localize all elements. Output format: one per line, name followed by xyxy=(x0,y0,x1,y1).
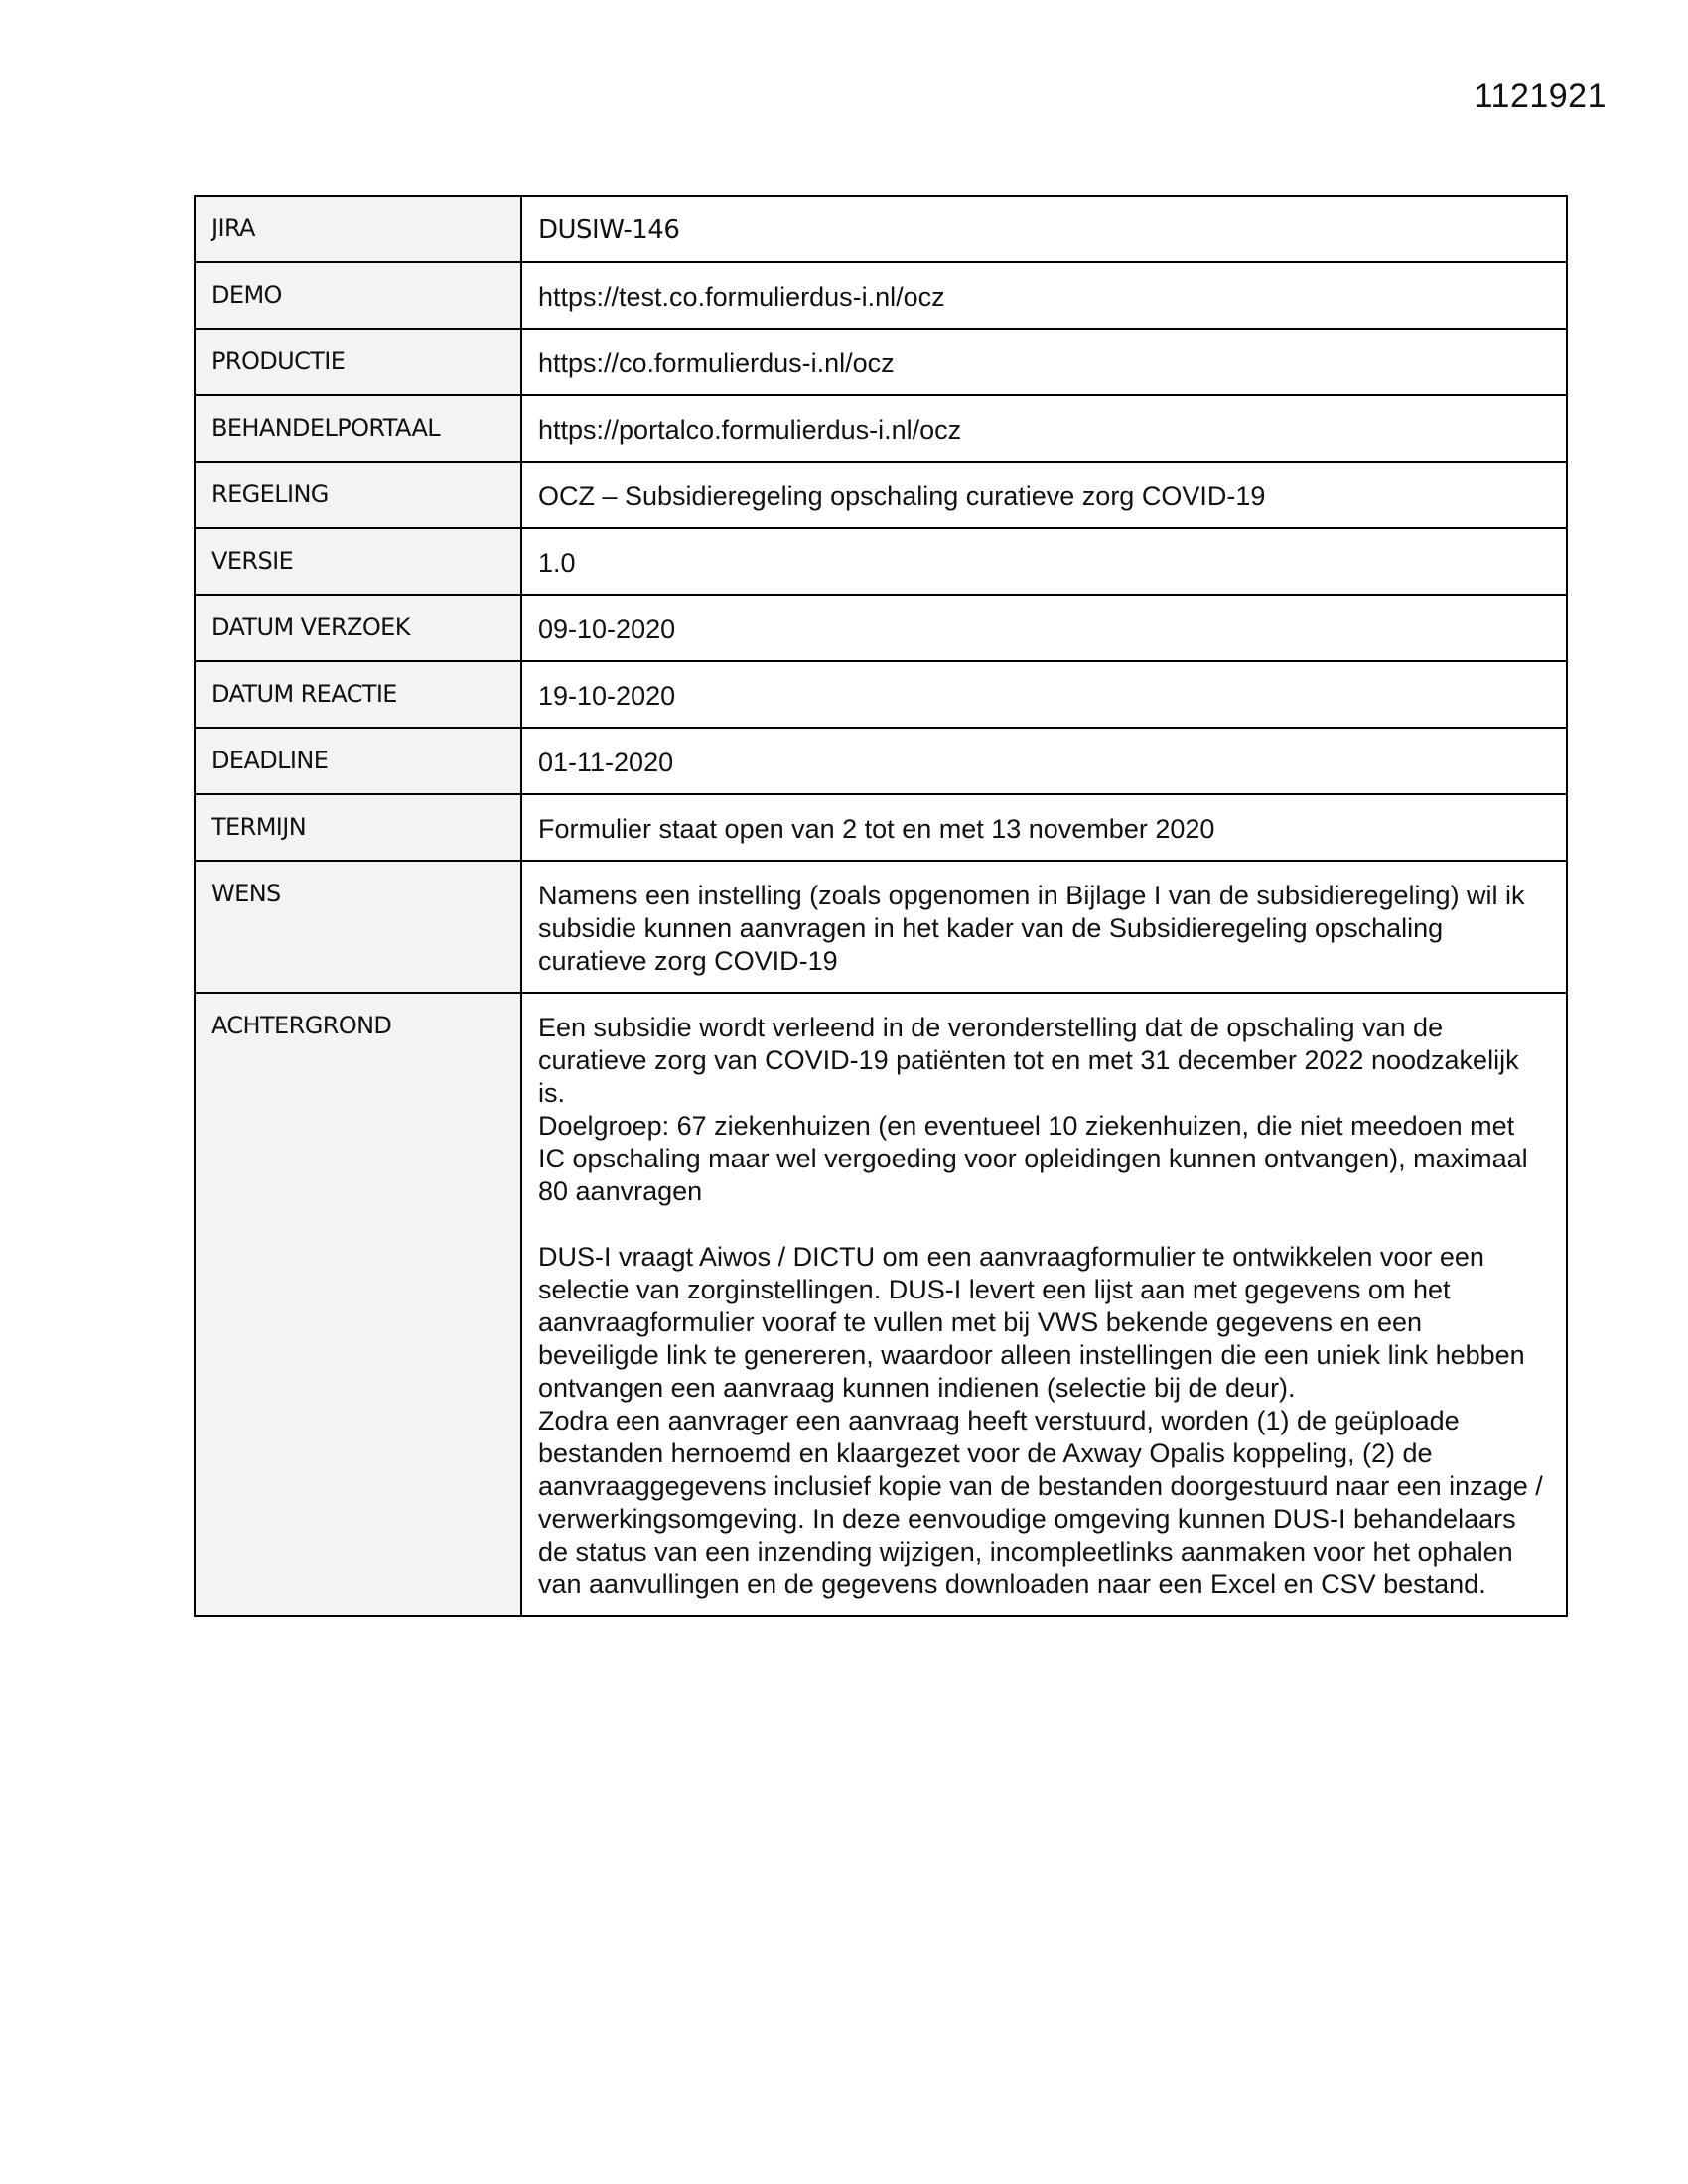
row-label: ACHTERGROND xyxy=(195,993,521,1616)
achtergrond-paragraph: Een subsidie wordt verleend in de veronderstelling dat de opschaling van de curatieve zorg van COVID-19 patiënten tot en met 31 december 2022 noodzakelijk is. Doelgroep: 67 ziekenhuizen (en eventueel 10 ziekenhuizen, die niet meedoen met IC opschaling maar wel vergoeding voor opleidingen kunnen ontvangen), maximaal 80 aanvragen xyxy=(538,1013,1528,1206)
table-row-versie xyxy=(195,528,1567,595)
row-label: WENS xyxy=(195,861,521,993)
info-table xyxy=(194,195,1568,1617)
row-value: https://co.formulierdus-i.nl/ocz xyxy=(521,329,1567,395)
row-label: PRODUCTIE xyxy=(195,329,521,395)
row-value: OCZ – Subsidieregeling opschaling curatieve zorg COVID-19 xyxy=(521,462,1567,528)
achtergrond-paragraph: DUS-I vraagt Aiwos / DICTU om een aanvraagformulier te ontwikkelen voor een selectie van zorginstellingen. DUS-I levert een lijst aan met gegevens om het aanvraagformulier vooraf te vullen met bij VWS bekende gegevens en een beveiligde link te genereren, waardoor alleen instellingen die een uniek link hebben ontvangen een aanvraag kunnen indienen (selectie bij de deur). Zodra een aanvrager een aanvraag heeft verstuurd, worden (1) de geüploade bestanden hernoemd en klaargezet voor de Axway Opalis koppeling, (2) de aanvraaggegevens inclusief kopie van de bestanden doorgestuurd naar een inzage / verwerkingsomgeving. In deze eenvoudige omgeving kunnen DUS-I behandelaars de status van een inzending wijzigen, incompleetlinks aanmaken voor het ophalen van aanvullingen en de gegevens downloaden naar een Excel en CSV bestand. xyxy=(538,1242,1543,1599)
table-row-regeling xyxy=(195,462,1567,528)
row-value: DUSIW-146 xyxy=(521,196,1567,262)
row-label: DEMO xyxy=(195,262,521,329)
row-value: Formulier staat open van 2 tot en met 13 november 2020 xyxy=(521,794,1567,861)
row-label: DATUM REACTIE xyxy=(195,661,521,728)
row-value: 19-10-2020 xyxy=(521,661,1567,728)
table-row-deadline xyxy=(195,728,1567,794)
row-label: JIRA xyxy=(195,196,521,262)
table-row-demo xyxy=(195,262,1567,329)
row-value: https://portalco.formulierdus-i.nl/ocz xyxy=(521,395,1567,462)
row-value: Namens een instelling (zoals opgenomen in Bijlage I van de subsidieregeling) wil ik subsidie kunnen aanvragen in het kader van de Subsidieregeling opschaling curatieve zorg COVID-19 xyxy=(521,861,1567,993)
row-label: DEADLINE xyxy=(195,728,521,794)
table-row-productie xyxy=(195,329,1567,395)
row-label: TERMIJN xyxy=(195,794,521,861)
document-number: 1121921 xyxy=(1474,77,1607,115)
row-value: 1.0 xyxy=(521,528,1567,595)
table-row-wens xyxy=(195,861,1567,993)
row-value: 01-11-2020 xyxy=(521,728,1567,794)
table-row-jira xyxy=(195,196,1567,262)
row-value: 09-10-2020 xyxy=(521,595,1567,661)
row-label: BEHANDELPORTAAL xyxy=(195,395,521,462)
table-row-behandelportaal xyxy=(195,395,1567,462)
row-label: DATUM VERZOEK xyxy=(195,595,521,661)
table-row-datum-verzoek xyxy=(195,595,1567,661)
row-value xyxy=(521,993,1567,1616)
table-row-datum-reactie xyxy=(195,661,1567,728)
table-row-achtergrond xyxy=(195,993,1567,1616)
row-value: https://test.co.formulierdus-i.nl/ocz xyxy=(521,262,1567,329)
table-row-termijn xyxy=(195,794,1567,861)
row-label: REGELING xyxy=(195,462,521,528)
row-label: VERSIE xyxy=(195,528,521,595)
